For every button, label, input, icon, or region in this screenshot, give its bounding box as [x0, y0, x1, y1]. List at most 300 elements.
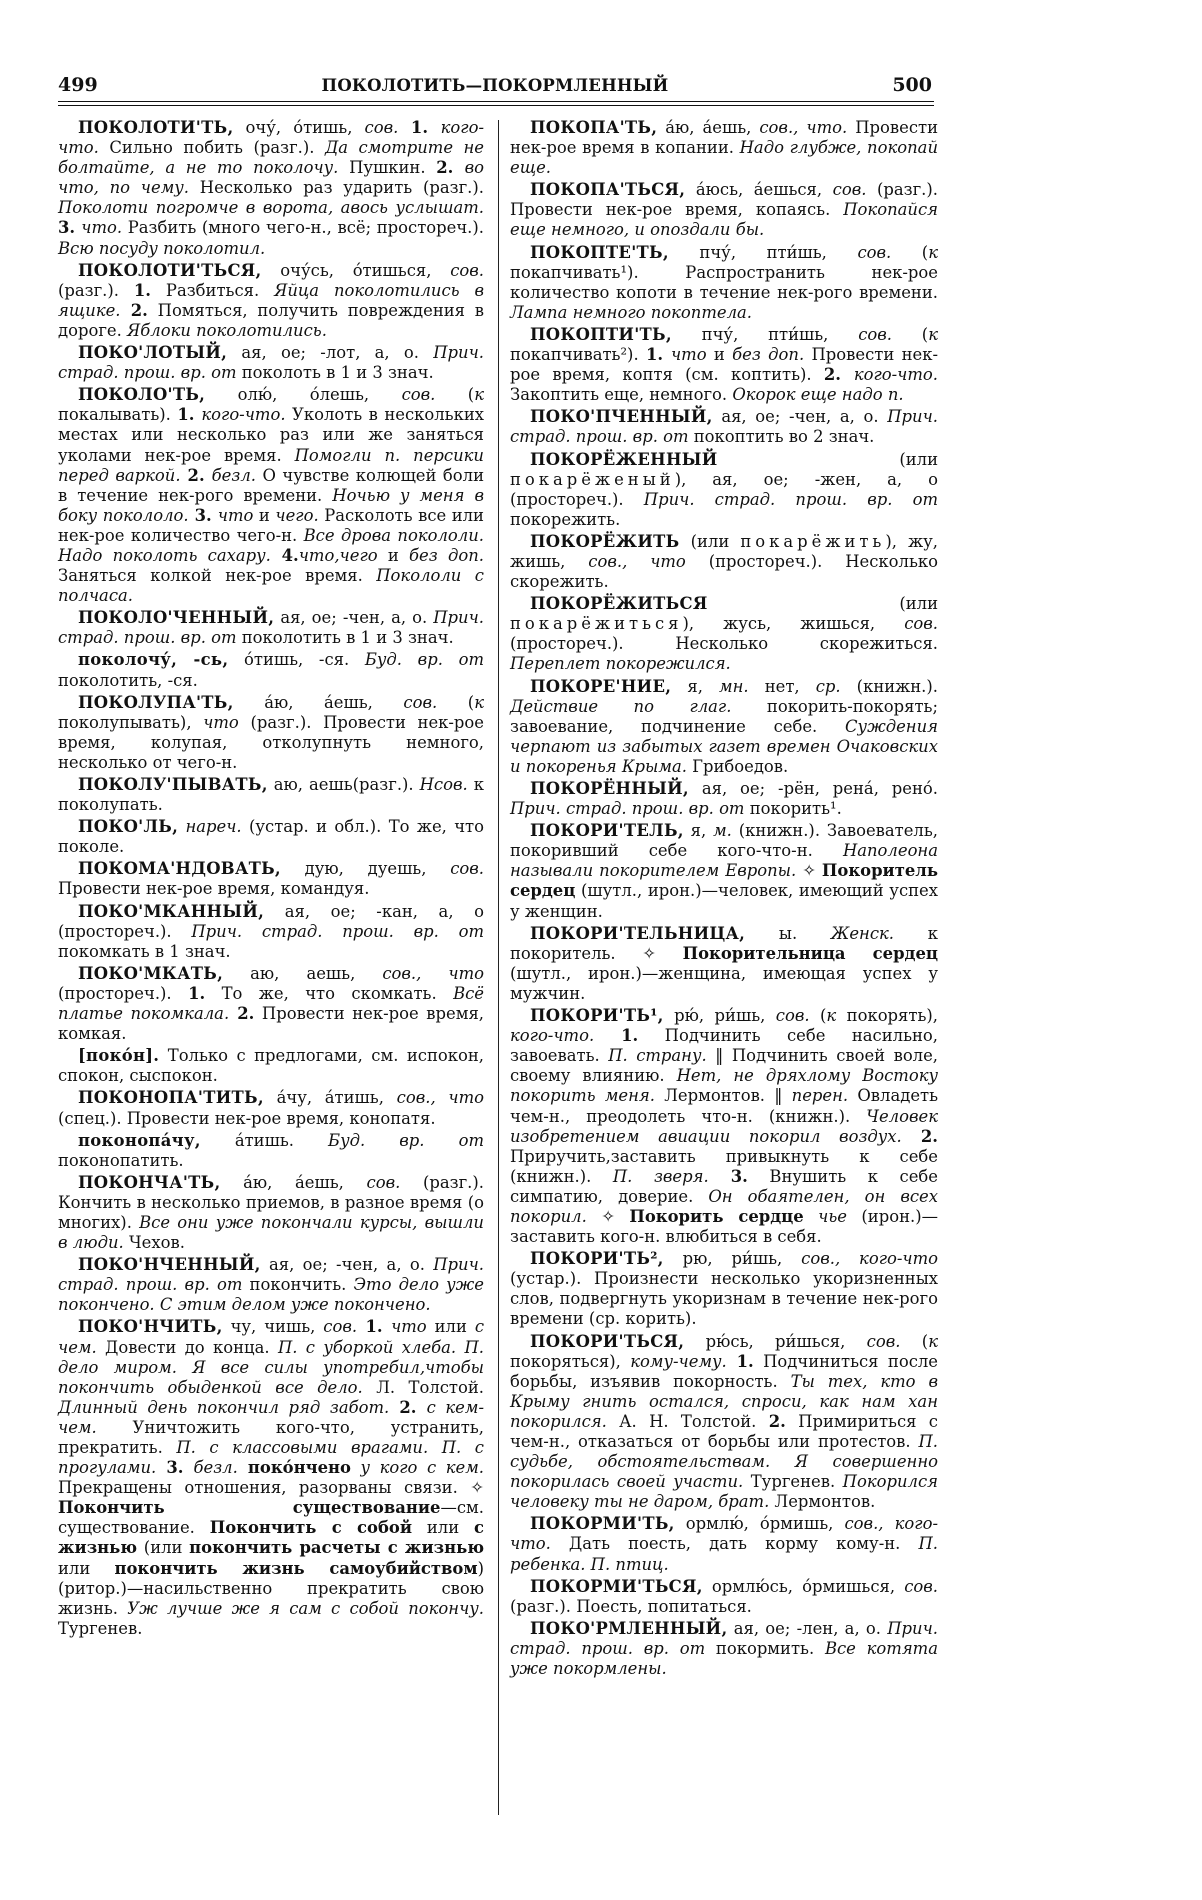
headword: ПОКОРЁЖИТЬСЯ [530, 594, 708, 614]
entry-text: Внушить к себе симпатию, доверие. [510, 1166, 939, 1206]
entry-italic: Всю посуду поколотил. [58, 238, 266, 258]
entry-italic: Ты тех, кто в Крыму гнить остался, спроси, как нам хан покорился. [510, 1371, 938, 1431]
entry-bold: 2. [229, 1004, 255, 1024]
entry-italic: чего. [275, 505, 319, 525]
entry-text: а́чу, а́тишь, [263, 1088, 397, 1108]
entry-text: (разг.). Кончить в несколько приемов, в разное время (о многих). [58, 1172, 484, 1232]
entry-italic: П. ребенка. П. птиц. [510, 1534, 938, 1574]
entry-text: поколоть в 1 и 3 знач. [236, 363, 434, 383]
entry-text: ая, ое; -рён, рена́, рено́. [688, 779, 938, 798]
dictionary-entry [510, 532, 938, 592]
entry-text: покорить¹. [744, 799, 842, 819]
headword: ПОКО'НЧЕННЫЙ, [78, 1255, 261, 1275]
entry-text: Помяться, получить повреждения в дороге. [58, 300, 484, 340]
entry-italic: Прич. страд. прош. вр. от [510, 407, 938, 447]
headword: ПОКОРЕ'НИЕ, [530, 676, 672, 696]
dictionary-entry [58, 1255, 484, 1315]
entry-text: ), жу, жишь, [510, 531, 939, 571]
entry-text: покорежить. [510, 509, 621, 529]
entry-text: очу́сь, о́тишься, [261, 260, 451, 280]
entry-text: ая, ое; -кан, а, о (простореч.). [58, 901, 484, 941]
entry-text: поколотить, -ся. [58, 670, 198, 690]
entry-bold: 2. [389, 1397, 427, 1417]
entry-italic: Все котята уже покормлены. [510, 1638, 938, 1679]
entry-text: Тургенев. [58, 1618, 143, 1638]
entry-text: (простореч.). Несколько скорежить. [510, 551, 938, 592]
entry-text: Расколоть все или нек-рое количество чего-н. [58, 505, 484, 545]
entry-text: поколотить в 1 и 3 знач. [236, 628, 454, 648]
entry-italic: П. с уборкой хлеба. П. дело миром. Я все силы употребил,чтобы покончить обыденкой все дело. [58, 1337, 484, 1397]
entry-text: Тургенев. [743, 1472, 843, 1492]
entry-text: очу́, о́тишь, [233, 118, 365, 137]
entry-italic: Да смотрите не болтайте, а не то поколочу. [58, 138, 485, 178]
entry-text: Провести нек-рое время, коптя (см. коптить). [510, 345, 938, 385]
entry-text: покалывать). [58, 405, 178, 425]
headword: ПОКО'ПЧЕННЫЙ, [530, 407, 713, 427]
entry-bold: 2. [180, 465, 212, 485]
headword: ПОКОПА'ТЬ, [530, 118, 658, 137]
entry-bold: 3. [156, 1458, 194, 1478]
entry-italic: во что, по чему. [58, 158, 484, 198]
entry-text: (разг.). Провести нек-рое время, копаясь. [510, 180, 938, 220]
entry-bold: 1. [357, 1317, 392, 1337]
headword: ПОКОЛУПА'ТЬ, [78, 692, 234, 712]
entry-text: ая, ое; -чен, а, о. [712, 407, 888, 427]
entry-italic: сов., что. [759, 118, 848, 137]
headword: ПОКО'МКАННЫЙ, [78, 901, 265, 921]
entry-text: Подчиниться после борьбы, изъявив покорность. [510, 1351, 938, 1391]
dictionary-entry [510, 1577, 938, 1617]
entry-text: Уничтожить кого-что, устранить, прекратить. [58, 1417, 484, 1457]
dictionary-entry [510, 450, 938, 530]
dictionary-entry [58, 859, 484, 899]
entry-italic: Окорок еще надо п. [732, 385, 904, 405]
entry-italic: что [391, 1317, 427, 1337]
entry-text: покоряться), [510, 1351, 631, 1371]
entry-text: а́ю, а́ешь, [220, 1172, 367, 1192]
dictionary-entry [510, 118, 938, 178]
entry-italic: Покорился человеку ты не даром, брат. [510, 1472, 939, 1512]
entry-text: покапчивать¹). Распространить нек-рое количество копоти в течение нек-рого времени. [510, 262, 938, 302]
entry-text: дую, дуешь, [280, 859, 451, 879]
entry-text: а́тишь. [200, 1130, 329, 1150]
entry-text: Лермонтов. ‖ [654, 1086, 792, 1106]
entry-text: я, [671, 676, 719, 696]
dictionary-entry [510, 243, 938, 323]
entry-italic: сов. [323, 1317, 358, 1337]
entry-italic: чье [803, 1206, 847, 1226]
dictionary-entry [510, 594, 938, 674]
entry-text: ), жусь, жишься, [682, 614, 905, 634]
entry-text: или [58, 1558, 115, 1578]
dictionary-entry [58, 775, 484, 815]
entry-italic: Яйца поколотились в ящике. [58, 280, 484, 320]
entry-italic: кого-что. [853, 365, 938, 385]
entry-text: Чехов. [123, 1233, 185, 1253]
entry-italic: Человек изобретением авиации покорил воздух. [510, 1106, 938, 1146]
entry-italic: Это дело уже покончено. С этим делом уже покончено. [58, 1275, 484, 1315]
entry-text: (или [679, 531, 741, 551]
entry-text: ‖ Подчинить своей воле, своему влиянию. [510, 1046, 939, 1086]
entry-bold: покончить расчеты с жизнью [189, 1538, 484, 1558]
headword: ПОКОЛО'ЧЕННЫЙ, [78, 608, 275, 628]
entry-text: ( [435, 385, 475, 405]
entry-text: аю, аешь, [223, 963, 383, 983]
entry-text: покоптить во 2 знач. [688, 427, 875, 447]
entry-text: рю́, ри́шь, [663, 1006, 776, 1026]
entry-text: ( [900, 1331, 929, 1351]
entry-italic: с кем-чем. [58, 1397, 484, 1437]
entry-italic: безл. [193, 1458, 238, 1478]
entry-text: к покоритель. ✧ [510, 923, 938, 963]
entry-italic: сов., кого-что [801, 1249, 938, 1269]
entry-italic: Покопайся еще немного, и опоздали бы. [510, 200, 938, 240]
entry-italic: Нет, не дряхлому Востоку покорить меня. [510, 1066, 938, 1106]
entry-text: Овладеть чем-н., преодолеть что-н. (книжн.). [510, 1086, 939, 1126]
entry-text: (шутл., ирон.)—человек, имеющий успех у женщин. [510, 881, 938, 921]
entry-text: ы. [745, 923, 831, 943]
headword: ПОКОРИ'ТЬ², [530, 1249, 664, 1269]
entry-text: ✧ [796, 861, 822, 881]
entry-text: (или [137, 1538, 190, 1558]
headword: ПОКОНЧА'ТЬ, [78, 1172, 221, 1192]
entry-italic: сов. [858, 324, 892, 344]
headword: ПОКОРИ'ТЬСЯ, [530, 1331, 685, 1351]
entry-spaced: покарёжиться [510, 614, 683, 634]
entry-text: покончить. [242, 1275, 354, 1295]
entry-italic: Надо глубже, покопай еще. [510, 138, 938, 178]
entry-bold: 3. [708, 1166, 748, 1186]
entry-text: Провести нек-рое время, комкая. [58, 1004, 484, 1044]
entry-italic: безл. [211, 465, 256, 485]
headword: поконопа́чу, [78, 1130, 201, 1150]
entry-text: и [377, 545, 410, 565]
entry-italic: перен. [791, 1086, 849, 1106]
headword: ПОКОМА'НДОВАТЬ, [78, 859, 281, 879]
entry-text: рю́сь, ри́шься, [684, 1331, 867, 1351]
entry-italic: сов. [832, 180, 867, 200]
entry-italic: что [217, 505, 254, 525]
entry-italic: к [826, 1006, 837, 1026]
header-rule [58, 101, 934, 102]
entry-bold: 3. [188, 505, 218, 525]
entry-italic: Нсов. [419, 775, 468, 794]
headword: ПОКОПТЕ'ТЬ, [530, 242, 669, 262]
entry-italic: без доп. [409, 545, 484, 565]
entry-italic: мн. [719, 676, 749, 696]
entry-bold: Покончить с собой [209, 1518, 412, 1538]
entry-spaced: покарёжить [740, 531, 886, 551]
entry-italic: что. [81, 218, 123, 238]
dictionary-entry [58, 964, 484, 1044]
entry-text: ) (ритор.)—насильственно прекратить свою жизнь. [58, 1558, 484, 1618]
running-head: ПОКОЛОТИТЬ—ПОКОРМЛЕННЫЙ [321, 76, 669, 95]
entry-text: ( [892, 324, 929, 344]
entry-text: (шутл., ирон.)—женщина, имеющая успех у мужчин. [510, 963, 938, 1003]
entry-text: Разбиться. [151, 280, 275, 300]
entry-text: То же, что скомкать. [205, 983, 454, 1003]
entry-text: (устар. и обл.). То же, что поколе. [58, 817, 484, 857]
entry-text: поконопатить. [58, 1150, 184, 1170]
entry-text: а́юсь, а́ешься, [685, 180, 833, 200]
entry-text: покорять), [836, 1006, 938, 1026]
entry-text: Несколько раз ударить (разг.). [189, 178, 484, 198]
entry-italic: Он обаятелен, он всех покорил. [510, 1186, 938, 1226]
entry-text: нет, [748, 676, 816, 696]
entry-text: чу, чишь, [222, 1317, 324, 1337]
entry-text: пчу́, пти́шь, [668, 242, 858, 262]
entry-text: или [426, 1317, 475, 1337]
headword: [поко́н]. [78, 1046, 160, 1066]
dictionary-entry [510, 1006, 938, 1247]
entry-italic: Помогли п. персики перед варкой. [58, 445, 484, 485]
headword: ПОКОЛУ'ПЫВАТЬ, [78, 775, 268, 794]
entry-italic: Буд. вр. от [364, 650, 484, 670]
entry-italic: Лампа немного покоптела. [510, 302, 752, 322]
entry-bold: покончить жизнь самоубийством [114, 1558, 478, 1578]
headword: ПОКОЛО'ТЬ, [78, 385, 206, 405]
entry-italic: Уж лучше же я сам с собой покончу. [127, 1598, 484, 1618]
entry-italic: сов. [401, 385, 436, 405]
entry-text: Закоптить еще, немного. [510, 385, 733, 405]
headword: ПОКОРИ'ТЕЛЬ, [530, 821, 684, 841]
entry-text: ( [809, 1006, 827, 1026]
entry-italic: Всё платье покомкала. [58, 983, 484, 1024]
entry-italic: без доп. [732, 345, 805, 365]
entry-text: пчу́, пти́шь, [671, 324, 859, 344]
entry-italic: сов. [450, 260, 484, 280]
entry-bold: 4. [270, 545, 299, 565]
entry-italic: нареч. [185, 817, 242, 837]
entry-italic: к [474, 692, 484, 712]
entry-spaced: покарёженый [510, 469, 675, 489]
entry-text: рю, ри́шь, [663, 1249, 802, 1269]
entry-text: (простореч.). [58, 983, 189, 1003]
entry-italic: сов. [775, 1006, 810, 1026]
entry-bold: поко́нчено [237, 1458, 351, 1478]
dictionary-entry [510, 1332, 938, 1513]
entry-bold: Покорительница сердец [682, 943, 938, 963]
entry-bold: 1. [398, 118, 441, 137]
dictionary-entry [58, 1131, 484, 1171]
entry-italic: сов. [866, 1331, 901, 1351]
entry-bold: 3. [58, 218, 82, 238]
entry-text: аю, аешь(разг.). [267, 775, 420, 794]
entry-italic: П. судьбе, обстоятельствам. Я совершенно покорилась своей участи. [510, 1432, 938, 1492]
entry-italic: Ночью у меня в боку покололо. [58, 485, 485, 525]
entry-bold: 1. [133, 280, 152, 300]
headword: ПОКОРЁЖИТЬ [530, 531, 680, 551]
headword: ПОКО'ЛОТЫЙ, [78, 343, 228, 363]
entry-italic: Яблоки поколотились. [127, 320, 327, 340]
entry-italic: сов. [366, 1172, 401, 1192]
entry-italic: сов., кого-что. [510, 1514, 938, 1554]
headword: ПОКОПТИ'ТЬ, [530, 324, 672, 344]
entry-italic: с чем. [58, 1317, 484, 1357]
entry-text: Подчинить себе насильно, завоевать. [510, 1026, 938, 1066]
entry-italic: Действие по глаг. [510, 696, 732, 716]
entry-italic: Поколоти погромче в ворота, авось услышат. [58, 198, 484, 218]
entry-bold: 1. [188, 983, 206, 1003]
entry-italic: П. страну. [608, 1046, 707, 1066]
headword: ПОКОРМИ'ТЬСЯ, [530, 1576, 703, 1596]
dictionary-entry [58, 1317, 484, 1639]
headword: ПОКОЛОТИ'ТЬСЯ, [78, 260, 262, 280]
entry-bold: Покорить сердце [629, 1206, 804, 1226]
left-column [58, 118, 484, 1641]
dictionary-entry [510, 1249, 938, 1329]
entry-text: (разг.). Поесть, попитаться. [510, 1596, 752, 1616]
entry-text: Грибоедов. [686, 756, 789, 776]
entry-italic: Прич. страд. прош. вр. от [58, 343, 484, 383]
entry-text: Прекращены отношения, разорваны связи. ✧ [58, 1478, 484, 1498]
entry-text: (книжн.). Завоеватель, покоривший себе кого-что-н. [510, 821, 938, 861]
entry-bold: 2. [120, 300, 148, 320]
entry-text: я, [683, 821, 714, 841]
entry-bold: 2. [823, 365, 854, 385]
entry-text: ормлю́сь, о́рмишься, [702, 1576, 905, 1596]
dictionary-entry [510, 180, 938, 240]
entry-text: ая, ое; -чен, а, о. [260, 1255, 434, 1275]
entry-text: Провести нек-рое время в копании. [510, 118, 938, 158]
entry-italic: кого-что. [510, 1026, 595, 1046]
entry-italic: Прич. страд. прош. вр. от [510, 1618, 938, 1658]
entry-italic: что,чего [298, 545, 378, 565]
dictionary-entry [58, 902, 484, 962]
entry-italic: сов. [450, 859, 484, 879]
entry-italic: сов. [364, 118, 399, 137]
dictionary-entry [510, 677, 938, 777]
headword: ПОКО'ЛЬ, [78, 817, 179, 837]
entry-italic: сов., что [396, 1088, 484, 1108]
entry-text: Сильно побить (разг.). [98, 138, 325, 158]
headword: ПОКО'МКАТЬ, [78, 963, 224, 983]
entry-text: Приручить,заставить привыкнуть к себе (книжн.). [510, 1146, 938, 1186]
entry-text: (устар.). Произнести несколько укоризненных слов, подвергнуть укоризнам в течение нек-рого времени (ср. корить). [510, 1269, 938, 1329]
headword: ПОКОРИ'ТЕЛЬНИЦА, [530, 923, 746, 943]
headword: ПОКОРМИ'ТЬ, [530, 1514, 675, 1534]
dictionary-entry [58, 1088, 484, 1128]
dictionary-entry [58, 817, 484, 857]
dictionary-entry [510, 924, 938, 1004]
dictionary-entry [58, 343, 484, 383]
headword: ПОКОЛОТИ'ТЬ, [78, 118, 234, 137]
entry-bold: 2. [901, 1126, 938, 1146]
entry-text: (ирон.)—заставить кого-н. влюбиться в себя. [510, 1206, 938, 1247]
dictionary-entry [58, 1046, 484, 1086]
entry-bold: 2. [436, 158, 465, 178]
dictionary-entry [510, 821, 938, 921]
entry-italic: Все дрова покололи. Надо поколоть сахару. [58, 525, 484, 565]
entry-text: а́ю, а́ешь, [657, 118, 760, 137]
entry-text: (книжн.). [840, 676, 938, 696]
headword: ПОКО'НЧИТЬ, [78, 1317, 223, 1337]
entry-text: олю́, о́лешь, [205, 385, 402, 405]
entry-text: покормить. [705, 1638, 825, 1658]
entry-italic: Суждения черпают из забытых газет времен Очаковских и покоренья Крыма. [510, 716, 938, 776]
entry-text: ая, ое; -лен, а, о. [727, 1618, 888, 1638]
headword: поколочу́, -сь, [78, 650, 229, 670]
dictionary-entry [58, 608, 484, 648]
entry-bold: 1. [646, 345, 671, 365]
entry-italic: ср. [815, 676, 841, 696]
entry-text: (разг.). Провести нек-рое время, колупая, отколупнуть немного, несколько от чего-н. [58, 712, 484, 772]
entry-italic: м. [713, 821, 732, 841]
entry-bold: 2. [768, 1411, 786, 1431]
entry-bold: Покончить существование [58, 1498, 441, 1518]
dictionary-entry [58, 650, 484, 690]
entry-italic: кого-что. [201, 405, 286, 425]
headword: ПОКОРЁЖЕННЫЙ [530, 449, 718, 469]
entry-text: (или [717, 449, 938, 469]
entry-text: покорить-покорять; завоевание, подчинение себе. [510, 696, 938, 736]
entry-text: а́ю, а́ешь, [233, 692, 404, 712]
dictionary-entry [510, 779, 938, 819]
entry-italic: Длинный день покончил ряд забот. [58, 1397, 390, 1417]
entry-italic: у кого с кем. [350, 1458, 485, 1478]
entry-italic: к [928, 1331, 938, 1351]
dictionary-entry [58, 118, 484, 259]
entry-italic: сов. [403, 692, 438, 712]
entry-text: к поколупать. [58, 775, 484, 815]
entry-text: и [706, 345, 733, 365]
entry-italic: сов., что [588, 551, 686, 571]
page-header [58, 74, 932, 104]
headword: ПОКОНОПА'ТИТЬ, [78, 1088, 264, 1108]
entry-bold: с жизнью [58, 1518, 484, 1558]
entry-text: Лермонтов. [769, 1492, 876, 1512]
entry-italic: сов. [904, 1576, 938, 1596]
headword: ПОКО'РМЛЕННЫЙ, [530, 1618, 728, 1638]
entry-italic: сов. [904, 614, 938, 634]
entry-text: —см. существование. [58, 1498, 484, 1538]
dictionary-entry [58, 1173, 484, 1253]
entry-text: ормлю́, о́рмишь, [674, 1514, 845, 1534]
right-column [510, 118, 938, 1681]
entry-italic: Прич. страд. прош. вр. от [191, 921, 484, 941]
left-page-number: 499 [58, 74, 98, 96]
dictionary-entry [510, 407, 938, 447]
entry-text: Довести до конца. [96, 1337, 278, 1357]
entry-italic: П. с классовыми врагами. П. с прогулами. [58, 1438, 484, 1478]
entry-text: ( [891, 242, 929, 262]
entry-italic: сов. [857, 242, 892, 262]
entry-italic: Прич. страд. прош. вр. от [643, 489, 938, 509]
entry-text: Уколоть в нескольких местах или несколько раз или же заняться уколами нек-рое время. [58, 405, 484, 465]
entry-text: покомкать в 1 знач. [58, 941, 231, 961]
entry-text: Пушкин. [338, 158, 437, 178]
dictionary-entry [58, 385, 484, 606]
headword: ПОКОПА'ТЬСЯ, [530, 180, 686, 200]
entry-text: покапчивать²). [510, 345, 646, 365]
entry-text: ая, ое; -лот, а, о. [227, 343, 434, 363]
entry-text: А. Н. Толстой. [606, 1411, 769, 1431]
entry-text: Дать поесть, дать корму кому-н. [550, 1534, 919, 1554]
headword: ПОКОРИ'ТЬ¹, [530, 1006, 664, 1026]
entry-text: (или [707, 594, 938, 614]
entry-text: ая, ое; -чен, а, о. [274, 608, 434, 628]
entry-italic: сов., что [382, 963, 484, 983]
entry-italic: к [474, 385, 484, 405]
entry-text: Л. Толстой. [362, 1377, 484, 1397]
entry-italic: Прич. страд. прош. вр. от [58, 1255, 484, 1295]
entry-text: (разг.). [58, 280, 134, 300]
entry-italic: что [203, 712, 239, 732]
dictionary-entry [58, 693, 484, 773]
entry-italic: Женск. [830, 923, 894, 943]
entry-italic: П. зверя. [612, 1166, 709, 1186]
entry-italic: кого-что. [58, 118, 484, 158]
